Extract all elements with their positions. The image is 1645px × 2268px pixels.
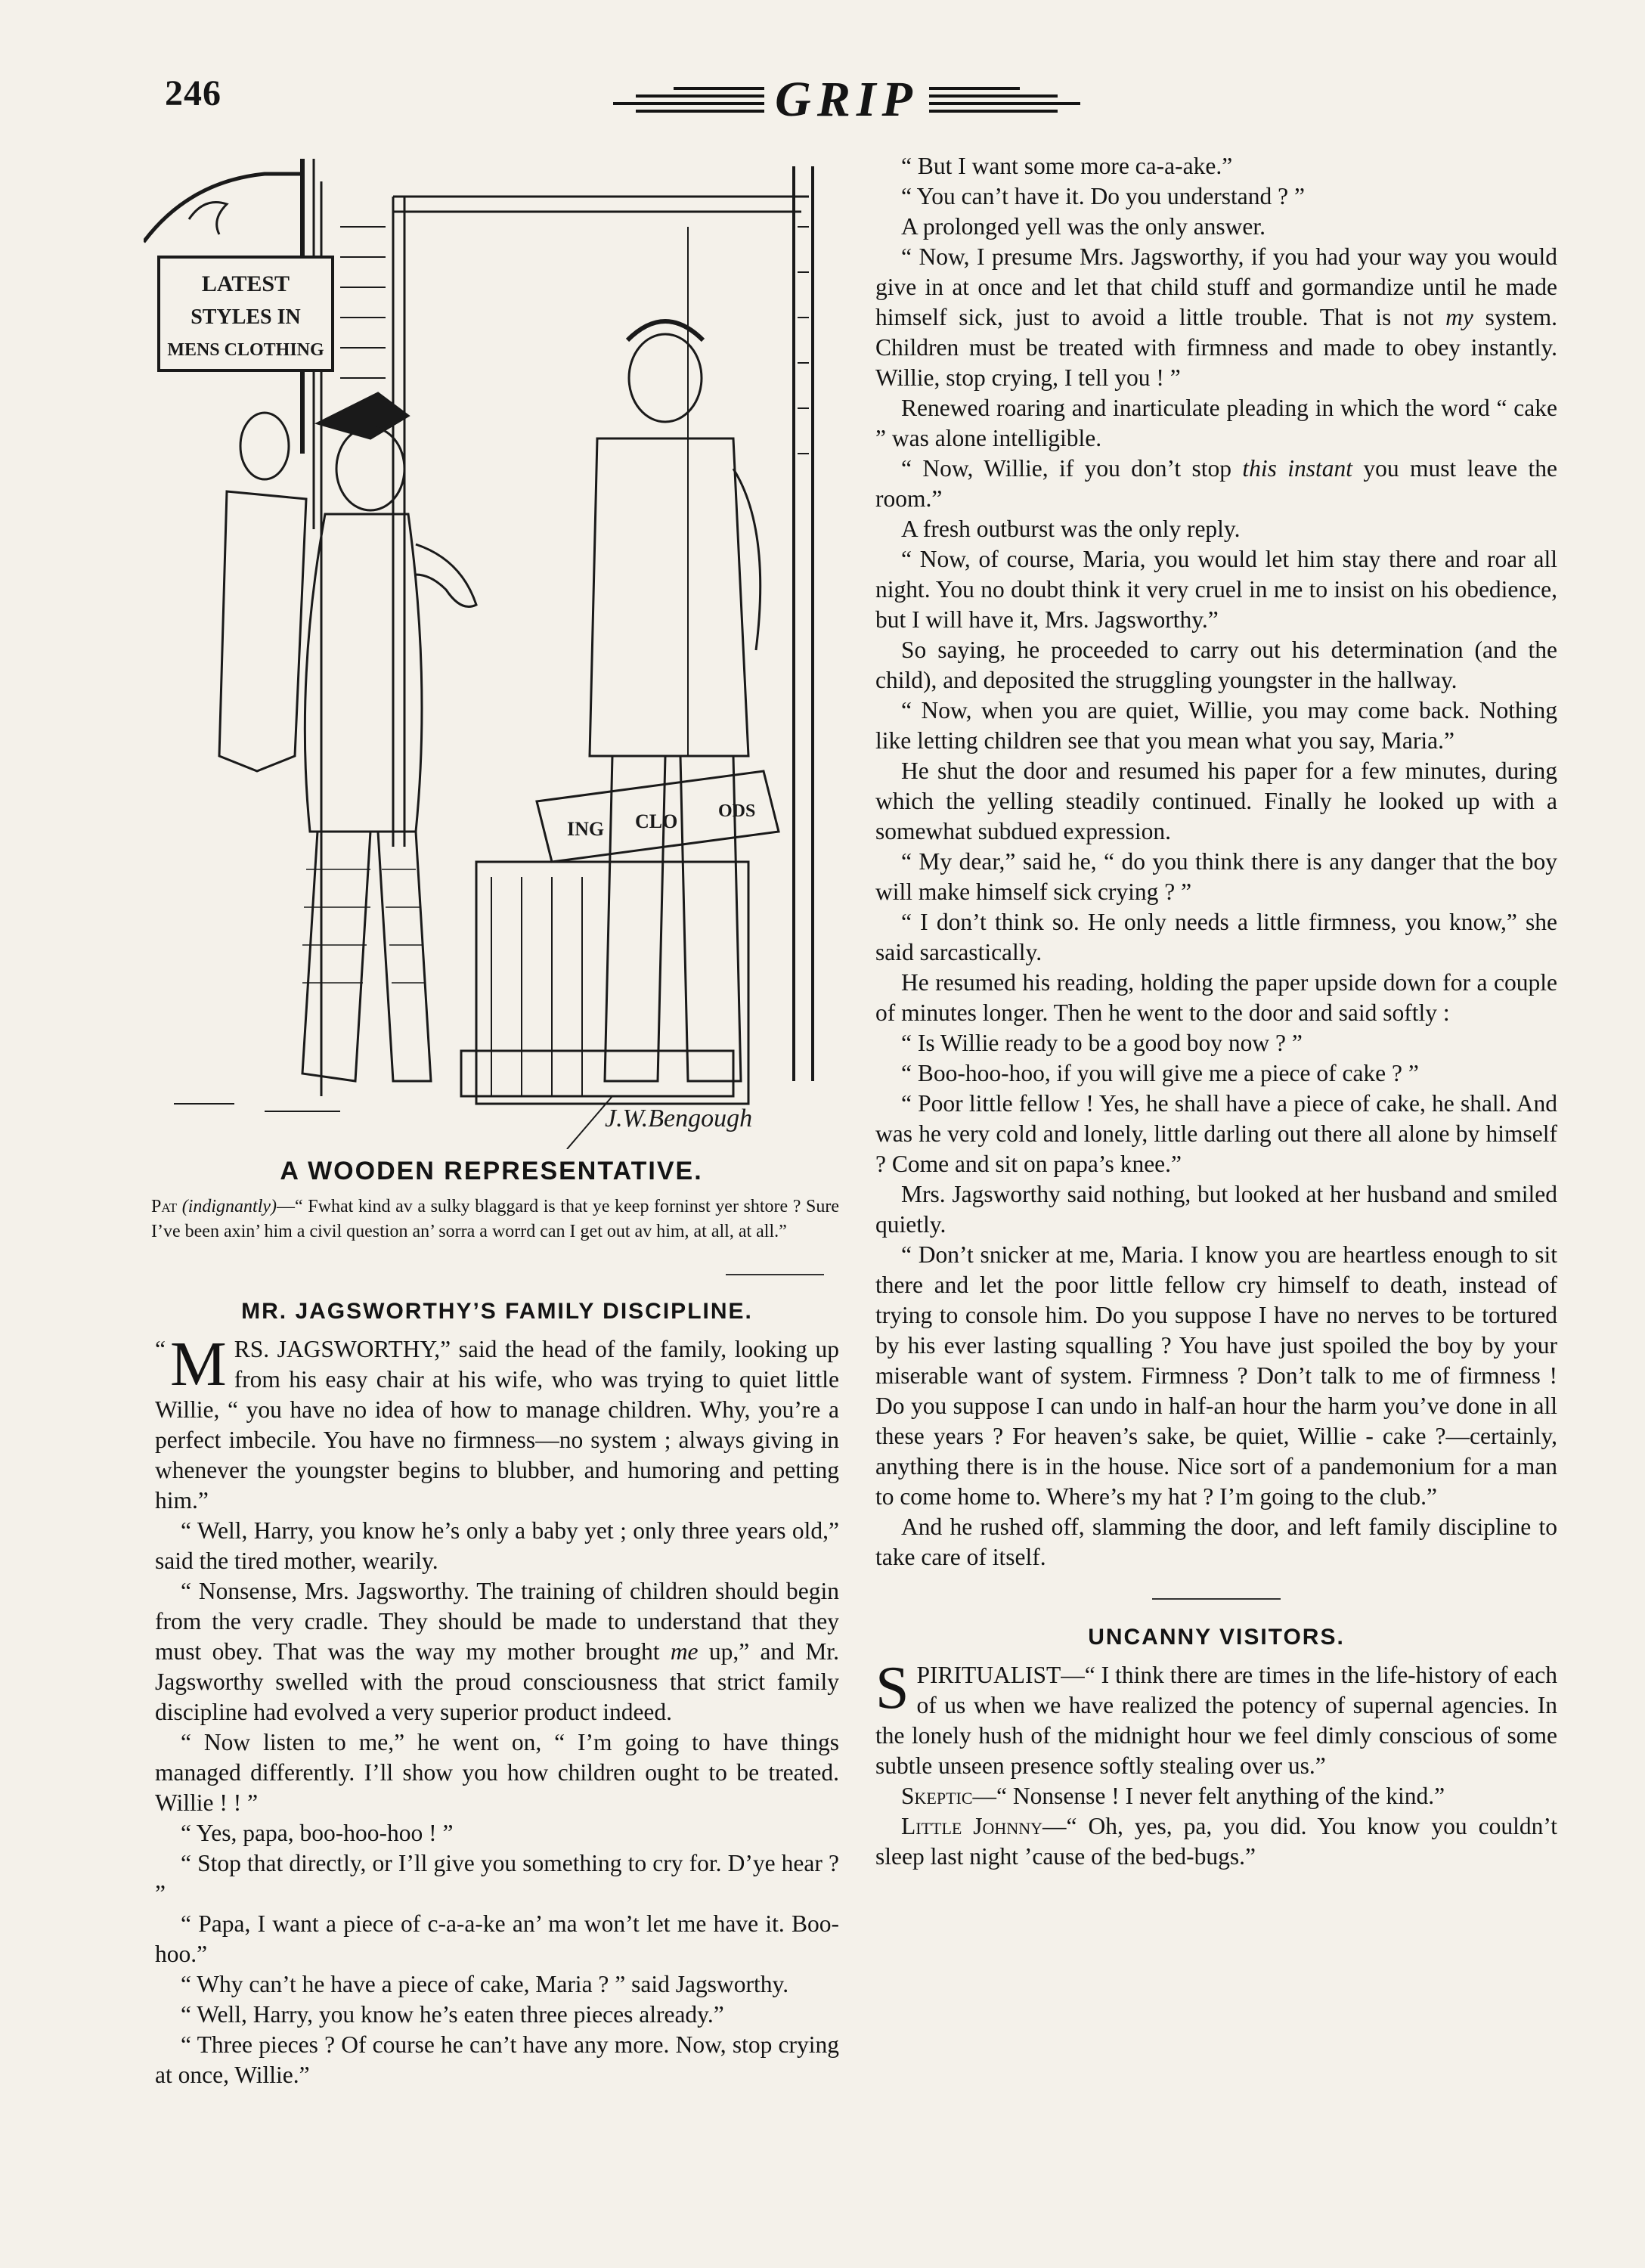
article1-paragraph: Renewed roaring and inarticulate pleading in which the word “ cake ” was alone intelligible. (875, 395, 1557, 451)
caption-text: —“ Fwhat kind av a sulky blaggard is that ye keep forninst yer shtore ? Sure I’ve been axin’ him a civil question an’ sorra a worrd can I get out av him, at all, at all.” (151, 1197, 840, 1241)
caption-speaker: Pat (151, 1197, 178, 1216)
cartoon-caption-title: A WOODEN REPRESENTATIVE. (280, 1157, 703, 1185)
article1-paragraph: “ Well, Harry, you know he’s eaten three pieces already.” (181, 2001, 724, 2028)
dropcap-m: M (169, 1329, 227, 1399)
sign-line-2: STYLES IN (191, 305, 301, 329)
article1-paragraph: “ You can’t have it. Do you understand ? ” (901, 183, 1305, 209)
section-divider (1152, 1598, 1281, 1600)
article1-paragraph: “ Now, I presume Mrs. Jagsworthy, if you had your way you would give in at once and let that child stuff and gormandize until he made himself sick, just to avoid a little trouble. That is not my system. Children must be treated with firmness and made to obey instantly. Willie, stop crying, I tell you ! ” (875, 243, 1557, 391)
masthead-left-rules (613, 87, 764, 113)
shop-sign-mid: CLO (635, 810, 678, 832)
artist-signature: J.W.Bengough (605, 1105, 753, 1132)
masthead (605, 70, 1089, 130)
article1-paragraph: “ Stop that directly, or I’ll give you something to cry for. D’ye hear ? ” (155, 1850, 839, 1907)
article1-paragraph: “ Don’t snicker at me, Maria. I know you are heartless enough to sit there and let the poor little fellow cry himself to death, instead of trying to console him. Do you suppose I have no nerves to be tortured by his ever lasting squalling ? You have just spoiled the boy by your miserable want of system. Firmness ? Don’t talk to me of firmness ! Do you suppose I can undo in half-an hour the harm you’ve done in all these years ? For heaven’s sake, be quiet, Willie - cake ?—certainly, anything there is in the house. Nice sort of a pandemonium for a man to come home to. Where’s my hat ? I’m going to the club.” (875, 1241, 1557, 1510)
article1-paragraph: “ Now, of course, Maria, you would let him stay there and roar all night. You no doubt think it very cruel in me to insist on his obedience, but I will have it, Mrs. Jagsworthy.” (875, 546, 1557, 633)
article1-paragraph: “ I don’t think so. He only needs a little firmness, you know,” she said sarcastically. (875, 909, 1557, 965)
article2-first-paragraph: SPIRITUALIST—“ I think there are times in the life-history of each of us when we have realized the potency of supernal agencies. In the lonely hush of the midnight hour we feel dimly conscious of some subtle unseen presence softly stealing over us.” (875, 1655, 1557, 1779)
article1-paragraph: “ Is Willie ready to be a good boy now ? ” (901, 1030, 1303, 1056)
article1-paragraph: “ Yes, papa, boo-hoo-hoo ! ” (181, 1820, 454, 1846)
article1-paragraph: “ Papa, I want a piece of c-a-a-ke an’ ma won’t let me have it. Boo-hoo.” (155, 1910, 839, 1967)
article-title-jagsworthy: MR. JAGSWORTHY’S FAMILY DISCIPLINE. (241, 1299, 753, 1324)
right-column (875, 151, 1557, 1872)
cartoon-caption-body (151, 1194, 839, 1244)
article2-paragraph: Little Johnny—“ Oh, yes, pa, you did. You know you couldn’t sleep last night ’cause of the bed-bugs.” (875, 1813, 1557, 1870)
shop-sign-right: ODS (718, 801, 756, 821)
article1-paragraph: “ Now, Willie, if you don’t stop this instant you must leave the room.” (875, 455, 1557, 512)
article1-paragraph: And he rushed off, slamming the door, and left family discipline to take care of itself. (875, 1514, 1557, 1570)
sign-line-3: MENS CLOTHING (167, 340, 324, 360)
article1-paragraph: “ Nonsense, Mrs. Jagsworthy. The training of children should begin from the very cradle. They should be made to understand that they must obey. That was the way my mother brought me up,” and Mr. Jagsworthy swelled with the proud consciousness that strict family discipline had evolved a very superior product indeed. (155, 1578, 839, 1725)
article1-paragraph: “ Poor little fellow ! Yes, he shall have a piece of cake, he shall. And was he very cold and lonely, little darling out there all alone by himself ? Come and sit on papa’s knee.” (875, 1090, 1557, 1177)
article1-paragraph: “ Three pieces ? Of course he can’t have any more. Now, stop crying at once, Willie.” (155, 2031, 839, 2088)
article1-paragraph: “ Well, Harry, you know he’s only a baby yet ; only three years old,” said the tired mother, wearily. (155, 1517, 839, 1574)
article1-paragraph: A fresh outburst was the only reply. (901, 516, 1241, 542)
shop-sign-left: ING (567, 818, 605, 840)
page-number: 246 (165, 73, 222, 113)
article-title-uncanny-visitors: UNCANNY VISITORS. (1088, 1625, 1345, 1650)
article1-paragraph: “ Boo-hoo-hoo, if you will give me a piece of cake ? ” (901, 1060, 1419, 1086)
article1-paragraph: “ Why can’t he have a piece of cake, Maria ? ” said Jagsworthy. (181, 1971, 789, 1997)
article1-paragraph: He resumed his reading, holding the paper upside down for a couple of minutes longer. Then he went to the door and said softly : (875, 969, 1557, 1026)
cartoon-illustration (144, 151, 839, 1149)
open-quote: “ (155, 1336, 166, 1362)
masthead-title: GRIP (775, 72, 919, 127)
caption-direction: (indignantly) (181, 1197, 277, 1216)
article1-paragraph: “ My dear,” said he, “ do you think there is any danger that the boy will make himself sick crying ? ” (875, 848, 1557, 905)
article1-paragraph: A prolonged yell was the only answer. (901, 213, 1266, 240)
article1-paragraph: “ But I want some more ca-a-ake.” (901, 153, 1233, 179)
sign-line-1: LATEST (201, 271, 290, 296)
article1-paragraph: So saying, he proceeded to carry out his determination (and the child), and deposited the struggling youngster in the hallway. (875, 637, 1557, 693)
article2-paragraph: Skeptic—“ Nonsense ! I never felt anything of the kind.” (901, 1783, 1445, 1809)
article1-paragraph: “ Now, when you are quiet, Willie, you may come back. Nothing like letting children see that you mean what you say, Maria.” (875, 697, 1557, 754)
article1-paragraph: He shut the door and resumed his paper for a few minutes, during which the yelling steadily continued. Finally he looked up with a somewhat subdued expression. (875, 758, 1557, 844)
article1-first-paragraph: “ M RS. JAGSWORTHY,” said the head of the family, looking up from his easy chair at his wife, who was trying to quiet little Willie, “ you have no idea of how to manage children. Why, you’re a perfect imbecile. You have no firmness—no system ; always giving in whenever the youngster begins to blubber, and humoring and petting him.” (155, 1329, 839, 1514)
dropcap-s: S (875, 1655, 909, 1721)
caption-divider (726, 1274, 824, 1275)
masthead-right-rules (929, 87, 1080, 113)
article1-paragraph: “ Now listen to me,” he went on, “ I’m going to have things managed differently. I’ll show you how children ought to be treated. Willie ! ! ” (155, 1729, 839, 1816)
left-column (155, 1297, 839, 2090)
article1-paragraph: Mrs. Jagsworthy said nothing, but looked at her husband and smiled quietly. (875, 1181, 1557, 1238)
